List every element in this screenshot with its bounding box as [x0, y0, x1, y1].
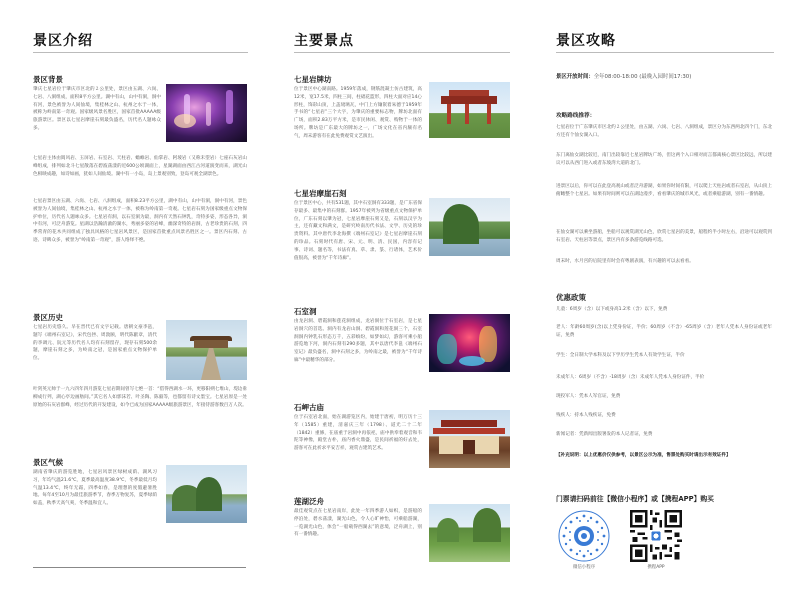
- column-main-attractions: [294, 0, 510, 600]
- title-rule: [294, 52, 510, 53]
- attraction-title-boating: 莲湖泛舟: [294, 497, 324, 506]
- policy-item: 学生：全日制大学本科及以下学历学生凭本人有效学生证，半价: [556, 353, 685, 358]
- history-paragraph-2: 叶剑英元帅于一九六四年四月游览七星岩期间曾写七绝一首：“借得西湖水一环，更移阳朔七堆山，堤边垂柳成行列，湖心亭边画舫间。”其它名人如郭沫若、叶圣陶、陈毅等，也都留有诗文墨宝。七星岩原是一处原始的石灰岩群峰，经过历代的开发建设，如今已成为国家AAAAA级旅游景区，年接待游客数百万人次。: [33, 387, 247, 408]
- wechat-mini-program-code[interactable]: [558, 510, 610, 562]
- bottom-rule: [33, 567, 246, 568]
- title-rule: [556, 52, 774, 53]
- route-paragraph-2: 东门离仙女湖比较近，南门出较靠近七星岩牌坊广场，但这两个入口相对而言都离核心景区比较远，所以建议可以从西门进入或者东坡湾大道的北门。: [556, 153, 772, 166]
- route-title: 攻略路线推荐：: [556, 113, 596, 119]
- ctrip-app-qr-code[interactable]: [630, 510, 682, 562]
- column-title: 主要景点: [294, 33, 354, 49]
- section-title-history: 景区历史: [33, 313, 63, 322]
- attraction-text-stone-chamber: 由龙岩洞、碧霞洞和莲花洞组成，龙岩洞位于石室岩，是七星岩洞穴的首选。洞内有龙岩山洞、碧霞洞和莲花洞三个，石室洞洞内钟乳石形态万千，五彩缤纷，如梦如幻，游客可乘小船游览地下河，洞内石刻有290多题，其中以唐代李邕《端州石室记》最负盛名，洞中石刻之多，为岭南之最，被誉为“千年诗廊”中最精华的部分。: [294, 319, 422, 363]
- temple-photo: [429, 410, 510, 468]
- policy-item: 现役军人：凭本人军官证，免费: [556, 394, 621, 399]
- background-paragraph-3: 七星岩景区由五湖、六岗、七岩、八洞组成，面积8.23平方公里，湖中有山，山中有洞，洞中有河，景色被誉为人间仙境，集桂林之山、杭州之水于一体，被称为岭南第一奇观。七星岩石刻为国家级重点文物保护单位，历代名人题咏众多。七星岩有洞，以石室洞为最，洞内有天然石钟乳，奇特多姿，形态各异，洞中有河，可泛舟游览。星湖以浩瀚清澈的湖水，秀丽多姿的岩峰，幽深奇特的岩洞，古老珍贵的石刻，四季常青的花木共同组成了独具风格的七星岩风景区，是国家首批重点风景名胜区之一。景区内石刻、古迹、诗碑众多，被誉为“岭南第一奇观”，游人络绎不绝。: [33, 199, 247, 243]
- mini-program-caption: 微信小程序: [573, 565, 595, 570]
- route-paragraph-3: 进景区以后，你可以在此登高观山或者泛舟游湖，如果你时间有限，可以爬上天柱岩或者石室岩，从山顶上俯瞰整个七星岩。如果有时间则可以在湖边漫步，看看肇庆的城市风光，或者乘船游湖，别有一番情趣。: [556, 184, 772, 197]
- attraction-title-temple: 石岬古庙: [294, 403, 324, 412]
- column-title: 景区攻略: [556, 33, 616, 49]
- column-title: 景区介绍: [33, 33, 93, 49]
- route-paragraph-5: 周末时，水月宫的后院里有时会有粤剧表演，有兴趣的可以去看看。: [556, 259, 694, 264]
- cave-photo: [166, 84, 247, 142]
- opening-hours-label: 景区开放时间：: [556, 74, 594, 80]
- attraction-text-inscriptions: 位于景区中心，共有531题，其中石室洞有333题，是广东省保存最多、最集中的石刻群。1957年被列为省级重点文物保护单位，广东石刻以肇为冠，七星岩摩崖石刻又是，石刻以汉字为主，还有藏文和满文，是研究岭南历代书法、文学、历史的珍贵资料。其中唐代李北海撰《端州石室记》是七星岩摩崖石刻的珍品。石刻时代有唐、宋、元、明、清、民国，内容有记事、诗词、题名等，书法有真、草、隶、篆、行诸体，艺术价值很高，被誉为“千年诗廊”。: [294, 201, 422, 261]
- attraction-title-stone-chamber: 石室洞: [294, 307, 317, 316]
- policy-item: 残疾人：持本人残疾证，免费: [556, 413, 616, 418]
- route-paragraph-4: 在仙女湖可以乘坐游船，坐船可以观赏湖光山色，欣赏七星岩的美景，船程约半小时左右，沿途可以观赏到石室岩、天柱岩等景点，景区内有多条游览线路可选。: [556, 230, 772, 243]
- attraction-text-temple: 位于石室岩北面，始在湖游览区内，始建于唐初，明万历十三年（1585）重建，清嘉庆三年（1798）、道光二十二年（1842）重修，在庙重于岩洞中再依祀，庙中供奉着观音和韦陀等神像，殿堂古朴，庙内香火鼎盛，是民间祈福的好去处，游客可在此祈求平安吉祥，观赏古建筑艺术。: [294, 415, 422, 452]
- grotto-photo: [429, 314, 510, 372]
- title-rule: [33, 52, 248, 53]
- opening-hours: [556, 74, 774, 81]
- qr-title: 门票请扫码前往【微信小程序】或【携程APP】购买: [556, 495, 714, 503]
- attraction-title-archway: 七星岩牌坊: [294, 75, 332, 84]
- attraction-text-archway: 位于景区中心湖南路。1959年落成，钢筋混凝土仿古建筑，高12米，宽17.5米，四柱三间，柱础花篮形，四柱大面对应14心形柱，饰彩山顶，上盖琉璃瓦，中门上方镶嵌着朱德于1959年手书的“七星岩”三个大字，为肇庆的重要标志物，牌坊北面有广场，面积2.83万平方米，是市民休闲、观赏、购物于一体的场所。牌坊是广东最大的牌坊之一，广场文化在省内颇有名气，周末游客有在此免费观赏文艺演出。: [294, 87, 422, 139]
- lotus-lake-photo: [429, 504, 510, 562]
- archway-photo: [429, 82, 510, 138]
- column-travel-guide: [556, 0, 774, 600]
- policy-title: 优惠政策: [556, 293, 586, 302]
- policy-item: 老人：年龄60周岁(含)以上凭身份证，半价；60周岁（不含）-65周岁（含）老年人凭本人身份证或老年证，免费: [556, 325, 772, 338]
- policy-note: 【补充说明：以上优惠价仅供参考，以景区公示为准，售票处购买时请出示有效证件】: [556, 453, 731, 458]
- background-paragraph-1: 肇庆七星岩位于肇庆市区北的２公里处，景区由五湖、六岗、七岩、八洞组成，面积8平方公里。湖中有山，山中有洞，洞中有河，景色被誉为人间仙境，集桂林之山、杭州之水于一体，被称为岭南第一奇观。国家级风景名胜区，国家首批AAAAA级旅游景区。景区以七星岩摩崖石刻最负盛名，历代名人题咏众多。: [33, 87, 161, 131]
- attraction-title-inscriptions: 七星岩摩崖石刻: [294, 189, 347, 198]
- opening-hours-value: 全年08:00-18:00 (最晚入园时间17:30): [593, 74, 692, 80]
- attraction-text-boating: 最佳观赏点在七星岩南岸，此处一年四季游人如织，是游船的停泊处，碧水荡漾，湖光山色，令人心旷神怡，可乘船游湖，一览湖光山色，体会“一船载得西湖去”的意境，泛舟湖上，别有一番情趣。: [294, 509, 422, 538]
- route-paragraph-1: 七星岩位于广东肇庆市区北约２公里处，由五湖、六岗、七岩、八洞组成，景区分为东西两北四个门，东北方还有个仙女湖入口。: [556, 125, 772, 138]
- section-title-climate: 景区气候: [33, 458, 63, 467]
- policy-item: 儿童：6周岁（含）以下或身高1.2米（含）以下，免费: [556, 307, 668, 312]
- policy-item: 未成年人：6周岁（不含）-18周岁（含）未成年人凭本人身份证件，半价: [556, 375, 705, 380]
- climate-paragraph: 湖南省肇庆的游览胜地，七星岩风景区绿树成荫、湖风习习，年均气温21.6℃，夏季最高温度38.9℃，冬季最低月均气温13.4℃，终年无霜，四季如春，是理想的度假避暑胜地。每年4至10月为最佳旅游季节，春季万物复苏，夏季绿荫如盖，秋季天高气爽，冬季温和宜人。: [33, 470, 157, 507]
- column-scenic-intro: [33, 0, 248, 600]
- background-paragraph-2: 七星岩主体由阆风岩、玉屏岩、石室岩、天柱岩、蟾蜍岩、仙掌岩、阿坡岩（又称未望岩）七座石灰岩山峰组成，排列如北斗七星散落在碧波荡漾的近600公顷湖面上，星湖湖面由西江古河道演变而来，湖光山色相映成趣，如诗如画，犹如人间仙境。湖中有一小岛，岛上景观别致，登岛可观全湖景色。: [33, 156, 247, 177]
- section-title-background: 景区背景: [33, 75, 63, 84]
- lake-pavilion-photo: [166, 320, 247, 380]
- policy-item: 新闻记者：凭新闻出版署发的本人记者证，免费: [556, 432, 653, 437]
- history-paragraph-1: 七星岩历史悠久。早在晋代已有文字记载。唐朝文豪李邕，题写《端州石室记》，宋代包拯、周敦颐，明代陈献章，清代的李调元、阮元等历代名人均有石刻留存，现存石刻500余题，摩崖石刻之多，为岭南之冠，是国家重点文物保护单位。: [33, 325, 157, 362]
- karst-lake-photo: [166, 465, 247, 523]
- cliff-photo: [429, 198, 510, 256]
- ctrip-caption: 携程APP: [647, 565, 665, 570]
